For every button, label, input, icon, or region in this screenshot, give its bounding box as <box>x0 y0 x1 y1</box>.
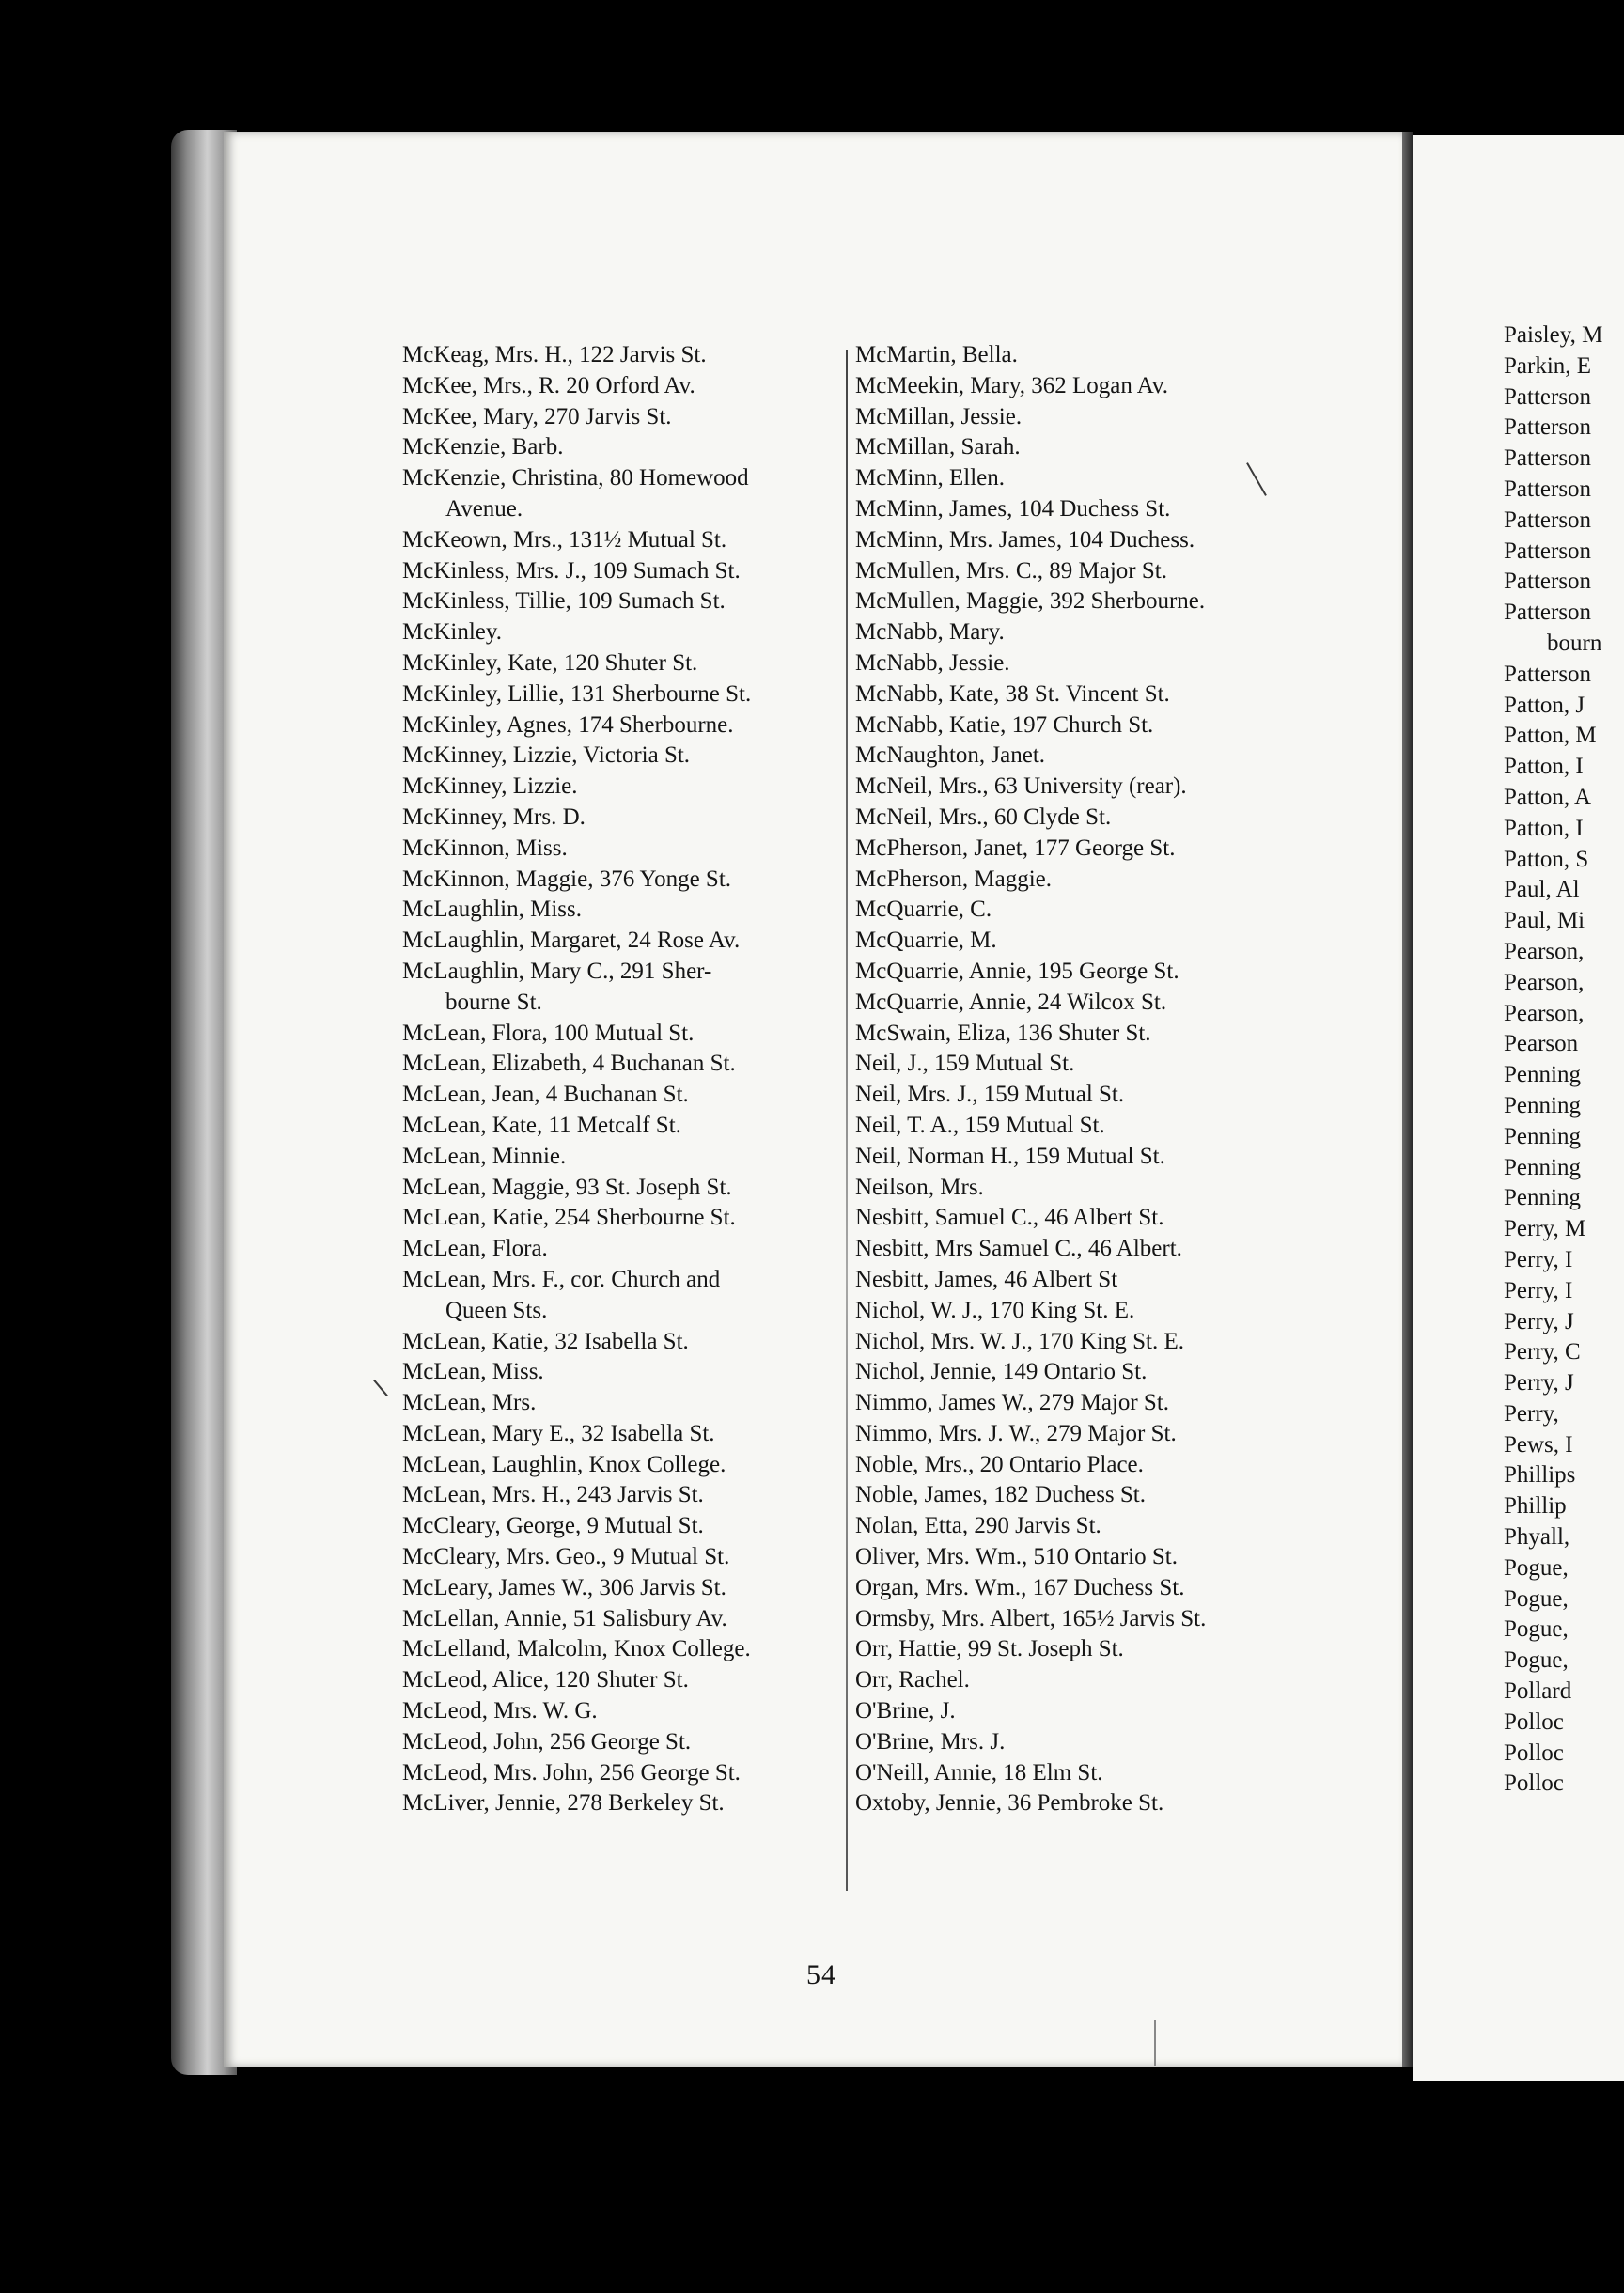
directory-entry: Nichol, Jennie, 149 Ontario St. <box>855 1359 1148 1385</box>
directory-entry: McKee, Mrs., R. 20 Orford Av. <box>402 372 695 398</box>
directory-entry: McPherson, Janet, 177 George St. <box>855 835 1176 861</box>
directory-entry: McKinley, Kate, 120 Shuter St. <box>402 649 698 676</box>
directory-entry: Pogue, <box>1504 1616 1569 1643</box>
directory-entry: McLean, Laughlin, Knox College. <box>402 1451 726 1477</box>
directory-entry: McQuarrie, Annie, 24 Wilcox St. <box>855 989 1167 1015</box>
directory-column-left <box>402 340 844 1819</box>
directory-entry: Penning <box>1504 1123 1581 1149</box>
directory-entry: McKinnon, Miss. <box>402 835 568 861</box>
directory-entry: Patterson <box>1504 661 1592 687</box>
directory-entry: Ormsby, Mrs. Albert, 165½ Jarvis St. <box>855 1605 1207 1631</box>
ink-stroke-mark <box>1154 2020 1156 2066</box>
directory-entry: Nichol, Mrs. W. J., 170 King St. E. <box>855 1328 1185 1354</box>
directory-entry: Pogue, <box>1504 1554 1569 1581</box>
directory-entry: McKinney, Lizzie, Victoria St. <box>402 742 691 769</box>
directory-entry: Noble, James, 182 Duchess St. <box>855 1482 1146 1508</box>
directory-entry: McNaughton, Janet. <box>855 742 1046 769</box>
directory-entry: McLiver, Jennie, 278 Berkeley St. <box>402 1790 725 1817</box>
directory-entry: McNeil, Mrs., 60 Clyde St. <box>855 803 1112 830</box>
directory-entry: Noble, Mrs., 20 Ontario Place. <box>855 1451 1144 1477</box>
directory-entry: McNabb, Katie, 197 Church St. <box>855 711 1154 738</box>
directory-entry: Orr, Rachel. <box>855 1667 970 1693</box>
directory-entry: McCleary, Mrs. Geo., 9 Mutual St. <box>402 1544 730 1570</box>
directory-entry: McCleary, George, 9 Mutual St. <box>402 1513 704 1539</box>
directory-entry: Penning <box>1504 1092 1581 1118</box>
directory-entry: McPherson, Maggie. <box>855 866 1052 892</box>
column-divider <box>846 350 848 1891</box>
directory-entry: McLeary, James W., 306 Jarvis St. <box>402 1574 726 1600</box>
directory-entry: Polloc <box>1504 1739 1564 1766</box>
directory-entry: McQuarrie, Annie, 195 George St. <box>855 958 1179 984</box>
directory-entry: McKinley, Lillie, 131 Sherbourne St. <box>402 680 752 707</box>
directory-entry: McKinley, Agnes, 174 Sherbourne. <box>402 711 734 738</box>
directory-entry: McLellan, Annie, 51 Salisbury Av. <box>402 1605 727 1631</box>
directory-entry: McLaughlin, Margaret, 24 Rose Av. <box>402 928 741 954</box>
directory-entry: McLaughlin, Miss. <box>402 897 582 923</box>
directory-entry: McLeod, John, 256 George St. <box>402 1728 692 1755</box>
directory-entry: Perry, <box>1504 1400 1559 1427</box>
directory-entry: Perry, M <box>1504 1216 1586 1242</box>
directory-entry: Patton, M <box>1504 723 1597 749</box>
directory-entry: Patterson <box>1504 445 1592 472</box>
directory-entry: McQuarrie, C. <box>855 897 992 923</box>
directory-entry: Oliver, Mrs. Wm., 510 Ontario St. <box>855 1544 1178 1570</box>
directory-entry: McLean, Maggie, 93 St. Joseph St. <box>402 1174 732 1200</box>
directory-entry: McKee, Mary, 270 Jarvis St. <box>402 403 672 429</box>
directory-entry: Neil, Norman H., 159 Mutual St. <box>855 1143 1165 1169</box>
directory-entry: McKenzie, Christina, 80 Homewood <box>402 465 749 491</box>
directory-entry: Patton, I <box>1504 754 1584 780</box>
directory-entry: Phillip <box>1504 1493 1567 1520</box>
directory-entry: McLean, Katie, 254 Sherbourne St. <box>402 1205 736 1231</box>
directory-entry: McMullen, Mrs. C., 89 Major St. <box>855 557 1167 584</box>
directory-entry: McLeod, Mrs. John, 256 George St. <box>402 1759 741 1786</box>
directory-entry: O'Brine, J. <box>855 1698 956 1724</box>
directory-entry: Patterson <box>1504 538 1592 564</box>
directory-entry: Queen Sts. <box>445 1297 548 1323</box>
directory-entry: Perry, C <box>1504 1339 1581 1365</box>
page-number: 54 <box>806 1959 836 1990</box>
directory-entry: McMeekin, Mary, 362 Logan Av. <box>855 372 1169 398</box>
directory-entry: McKinless, Mrs. J., 109 Sumach St. <box>402 557 741 584</box>
directory-entry: McLaughlin, Mary C., 291 Sher- <box>402 958 712 984</box>
directory-entry: McMullen, Maggie, 392 Sherbourne. <box>855 588 1206 615</box>
directory-entry: McNabb, Jessie. <box>855 649 1010 676</box>
directory-entry: McKinless, Tillie, 109 Sumach St. <box>402 588 726 615</box>
directory-entry: Pearson <box>1504 1031 1579 1057</box>
directory-entry: Neilson, Mrs. <box>855 1174 984 1200</box>
directory-entry: Pews, I <box>1504 1431 1573 1458</box>
directory-entry: bourne St. <box>445 989 542 1015</box>
directory-entry: McLean, Mrs. F., cor. Church and <box>402 1266 721 1292</box>
directory-entry: Pogue, <box>1504 1647 1569 1674</box>
directory-entry: McKinney, Lizzie. <box>402 773 578 800</box>
directory-entry: Nesbitt, James, 46 Albert St <box>855 1266 1118 1292</box>
directory-entry: Nichol, W. J., 170 King St. E. <box>855 1297 1135 1323</box>
directory-entry: Pearson, <box>1504 1000 1585 1026</box>
directory-entry: McLeod, Alice, 120 Shuter St. <box>402 1667 689 1693</box>
directory-entry: Pearson, <box>1504 938 1585 964</box>
directory-entry: McLean, Minnie. <box>402 1143 567 1169</box>
directory-entry: McLean, Mrs. H., 243 Jarvis St. <box>402 1482 704 1508</box>
directory-column-middle <box>855 340 1306 1819</box>
directory-entry: Nimmo, James W., 279 Major St. <box>855 1390 1170 1416</box>
directory-entry: Polloc <box>1504 1770 1564 1797</box>
directory-entry: McKeag, Mrs. H., 122 Jarvis St. <box>402 342 707 367</box>
directory-entry: O'Neill, Annie, 18 Elm St. <box>855 1759 1103 1786</box>
directory-entry: O'Brine, Mrs. J. <box>855 1728 1006 1755</box>
directory-entry: Oxtoby, Jennie, 36 Pembroke St. <box>855 1790 1164 1817</box>
directory-entry: Nimmo, Mrs. J. W., 279 Major St. <box>855 1420 1177 1446</box>
directory-entry: Paul, Al <box>1504 877 1580 903</box>
directory-entry: Pogue, <box>1504 1585 1569 1612</box>
directory-entry: Neil, Mrs. J., 159 Mutual St. <box>855 1082 1125 1108</box>
directory-entry: McQuarrie, M. <box>855 928 997 954</box>
directory-entry: McLeod, Mrs. W. G. <box>402 1698 598 1724</box>
directory-entry: Penning <box>1504 1154 1581 1180</box>
directory-entry: Patton, A <box>1504 784 1592 810</box>
directory-entry: Patterson <box>1504 476 1592 502</box>
directory-entry: Nolan, Etta, 290 Jarvis St. <box>855 1513 1101 1539</box>
directory-entry: Patton, S <box>1504 846 1589 872</box>
directory-entry: Patterson <box>1504 569 1592 595</box>
directory-entry: McLean, Jean, 4 Buchanan St. <box>402 1082 689 1108</box>
directory-entry: Patterson <box>1504 600 1592 626</box>
directory-entry: McLean, Kate, 11 Metcalf St. <box>402 1112 681 1138</box>
directory-entry: Neil, T. A., 159 Mutual St. <box>855 1112 1105 1138</box>
directory-entry: McLean, Mrs. <box>402 1390 537 1416</box>
directory-entry: Pearson, <box>1504 969 1585 995</box>
directory-entry: McMinn, Ellen. <box>855 465 1006 491</box>
directory-entry: McLean, Flora. <box>402 1236 548 1262</box>
directory-entry: Avenue. <box>445 495 523 522</box>
directory-entry: McSwain, Eliza, 136 Shuter St. <box>855 1020 1151 1046</box>
directory-entry: McLean, Miss. <box>402 1359 544 1385</box>
directory-entry: McKinnon, Maggie, 376 Yonge St. <box>402 866 732 892</box>
directory-entry: McMillan, Sarah. <box>855 434 1021 460</box>
directory-entry: Neil, J., 159 Mutual St. <box>855 1051 1075 1077</box>
directory-entry: McMinn, James, 104 Duchess St. <box>855 495 1171 522</box>
directory-entry: Phyall, <box>1504 1524 1570 1551</box>
directory-entry: Patton, J <box>1504 692 1585 718</box>
directory-entry: McKinley. <box>402 619 502 646</box>
book-gutter <box>1402 132 1413 2067</box>
directory-entry: McLean, Katie, 32 Isabella St. <box>402 1328 689 1354</box>
directory-entry: Patterson <box>1504 507 1592 533</box>
directory-entry: Nesbitt, Samuel C., 46 Albert St. <box>855 1205 1164 1231</box>
directory-entry: McNeil, Mrs., 63 University (rear). <box>855 773 1187 800</box>
directory-entry: Perry, I <box>1504 1246 1573 1272</box>
directory-entry: Penning <box>1504 1062 1581 1088</box>
directory-entry: Phillips <box>1504 1462 1576 1489</box>
directory-entry: McMartin, Bella. <box>855 342 1018 367</box>
directory-entry: Perry, I <box>1504 1277 1573 1303</box>
directory-entry: Penning <box>1504 1185 1581 1211</box>
directory-entry: Patterson <box>1504 414 1592 441</box>
directory-entry: Nesbitt, Mrs Samuel C., 46 Albert. <box>855 1236 1182 1262</box>
directory-column-right-partial <box>1504 320 1624 1800</box>
directory-entry: Orr, Hattie, 99 St. Joseph St. <box>855 1636 1124 1662</box>
directory-entry: McLean, Elizabeth, 4 Buchanan St. <box>402 1051 736 1077</box>
directory-entry: Parkin, E <box>1504 352 1592 379</box>
directory-entry: McNabb, Kate, 38 St. Vincent St. <box>855 680 1170 707</box>
directory-entry: McMinn, Mrs. James, 104 Duchess. <box>855 526 1195 553</box>
directory-entry: Patton, I <box>1504 815 1584 841</box>
directory-entry: Pollard <box>1504 1678 1572 1705</box>
directory-entry: Perry, J <box>1504 1370 1574 1396</box>
directory-entry: Polloc <box>1504 1708 1564 1735</box>
directory-entry: McKeown, Mrs., 131½ Mutual St. <box>402 526 727 553</box>
directory-entry: McKinney, Mrs. D. <box>402 803 586 830</box>
directory-entry: McKenzie, Barb. <box>402 434 564 460</box>
directory-entry: Organ, Mrs. Wm., 167 Duchess St. <box>855 1574 1185 1600</box>
directory-entry: Perry, J <box>1504 1308 1574 1334</box>
directory-entry: McMillan, Jessie. <box>855 403 1023 429</box>
directory-entry: Paisley, M <box>1504 322 1603 348</box>
directory-entry: Patterson <box>1504 383 1592 410</box>
directory-entry: McLean, Flora, 100 Mutual St. <box>402 1020 695 1046</box>
directory-entry: McNabb, Mary. <box>855 619 1005 646</box>
directory-entry: McLean, Mary E., 32 Isabella St. <box>402 1420 715 1446</box>
directory-entry: bourn <box>1547 630 1602 656</box>
directory-entry: Paul, Mi <box>1504 908 1585 934</box>
directory-entry: McLelland, Malcolm, Knox College. <box>402 1636 751 1662</box>
